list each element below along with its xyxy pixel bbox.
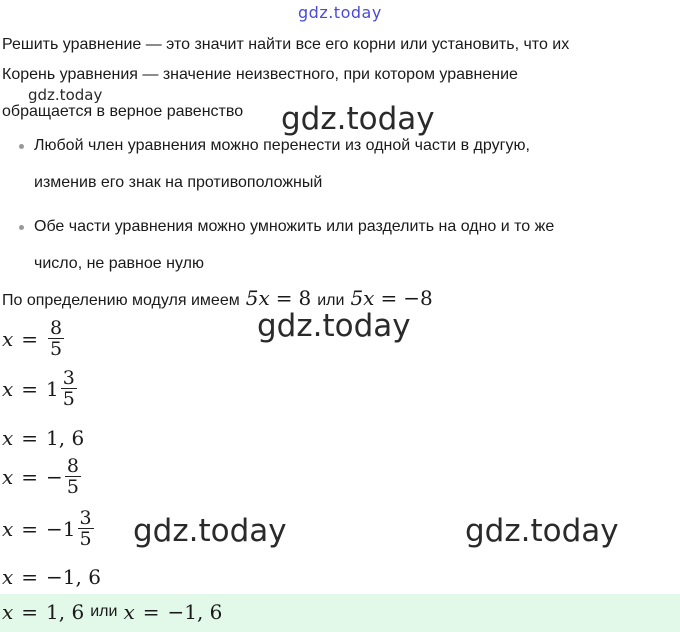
- variable-x: x: [2, 565, 14, 589]
- fraction: [78, 508, 94, 549]
- variable-x: x: [123, 600, 135, 624]
- watermark-line3: gdz.today: [281, 101, 435, 137]
- equation-1-rhs: 8: [298, 286, 312, 310]
- equation-2-lhs: 5x: [350, 286, 375, 310]
- equals-sign: =: [21, 376, 39, 401]
- equals-sign: =: [21, 326, 39, 351]
- variable-x: x: [2, 376, 14, 401]
- mixed-whole: 1: [46, 376, 59, 401]
- variable-x: x: [2, 464, 14, 489]
- modulus-definition-line: [2, 286, 433, 310]
- decimal-value: 1, 6: [46, 426, 85, 450]
- answer-connector: или: [90, 603, 118, 620]
- solution-step-3: [2, 426, 84, 450]
- numerator: 8: [66, 455, 79, 477]
- bullet-dot-icon: [19, 225, 24, 230]
- variable-x: x: [2, 426, 14, 450]
- bullet-text-line-1: Обе части уравнения можно умножить или разделить на одно и то же: [34, 218, 555, 235]
- equals-sign: =: [142, 600, 160, 624]
- equals-sign: =: [275, 286, 293, 310]
- watermark-top: gdz.today: [298, 3, 382, 22]
- mixed-whole: −1: [46, 516, 76, 541]
- solution-step-1: [2, 318, 66, 359]
- equals-sign: =: [380, 286, 398, 310]
- connector-or: или: [317, 292, 345, 309]
- bullet-dot-icon: [19, 144, 24, 149]
- numerator: 3: [62, 367, 75, 389]
- definition-text-line-2: Корень уравнения — значение неизвестного, при котором уравнение: [2, 66, 518, 83]
- variable-x: x: [2, 516, 14, 541]
- denominator: 5: [62, 388, 75, 410]
- answer-line: [2, 600, 222, 624]
- equation-2-rhs: −8: [403, 286, 433, 310]
- numerator: 3: [79, 507, 92, 529]
- minus-sign: −: [46, 464, 63, 489]
- solution-step-4: [2, 456, 83, 497]
- fraction: [65, 456, 81, 497]
- variable-x: x: [2, 326, 14, 351]
- solution-step-5: [2, 508, 96, 549]
- solution-step-2: [2, 368, 79, 409]
- watermark-bottom-right: gdz.today: [465, 513, 619, 549]
- fraction: [61, 368, 77, 409]
- bullet-text-line-2: число, не равное нулю: [34, 255, 204, 272]
- watermark-small: gdz.today: [28, 86, 103, 104]
- numerator: 8: [50, 317, 63, 339]
- equals-sign: =: [21, 516, 39, 541]
- watermark-bottom-left: gdz.today: [133, 513, 287, 549]
- answer-right-value: −1, 6: [167, 600, 223, 624]
- modulus-definition-prefix: По определению модуля имеем: [2, 292, 240, 309]
- equals-sign: =: [21, 464, 39, 489]
- variable-x: x: [2, 600, 14, 624]
- equals-sign: =: [21, 600, 39, 624]
- fraction: [48, 318, 64, 359]
- answer-left-value: 1, 6: [46, 600, 85, 624]
- definition-text-line-1: Решить уравнение — это значит найти все его корни или установить, что их: [2, 36, 570, 53]
- bullet-text-line-1: Любой член уравнения можно перенести из одной части в другую,: [34, 137, 530, 154]
- equation-1-lhs: 5x: [245, 286, 270, 310]
- watermark-mid: gdz.today: [257, 308, 411, 344]
- denominator: 5: [50, 338, 63, 360]
- decimal-value: −1, 6: [46, 565, 101, 589]
- denominator: 5: [79, 528, 92, 550]
- bullet-text-line-2: изменив его знак на противоположный: [34, 174, 323, 191]
- definition-text-line-3: обращается в верное равенство: [2, 103, 244, 120]
- denominator: 5: [66, 476, 79, 498]
- solution-step-6: [2, 565, 101, 589]
- equals-sign: =: [21, 426, 39, 450]
- equals-sign: =: [21, 565, 39, 589]
